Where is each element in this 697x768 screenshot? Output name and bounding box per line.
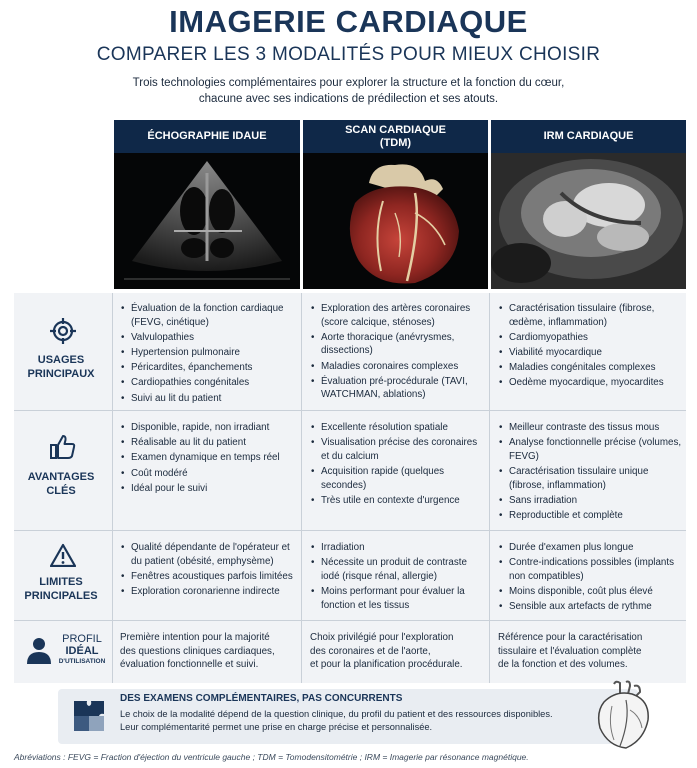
list-item: • Visualisation précise des coronaires et du calcium bbox=[321, 436, 484, 463]
list-item: • Analyse fonctionnelle précise (volumes, FEVG) bbox=[509, 436, 682, 463]
list-item: • Maladies coronaires complexes bbox=[321, 360, 484, 374]
list-item: • Oedème myocardique, myocardites bbox=[509, 376, 682, 390]
page-title: IMAGERIE CARDIAQUE bbox=[169, 4, 528, 39]
row-label-limites bbox=[14, 575, 108, 603]
footnote: Abréviations : FEVG = Fraction d'éjection du ventricule gauche ; TDM = Tomodensitométrie ; IRM = Imagerie par résonance magnétique. bbox=[14, 752, 529, 762]
row-divider bbox=[14, 410, 686, 411]
list-item: • Irradiation bbox=[321, 541, 484, 555]
row-label-usages bbox=[14, 353, 108, 381]
page-subtitle: COMPARER LES 3 MODALITÉS POUR MIEUX CHOISIR bbox=[96, 44, 601, 65]
box-text-line: Le choix de la modalité dépend de la question clinique, du profil du patient et des ressources disponibles. bbox=[120, 709, 553, 719]
row-label-line: AVANTAGES bbox=[27, 471, 95, 483]
list-item: • Disponible, rapide, non irradiant bbox=[131, 421, 296, 435]
list-item: • Reproductible et complète bbox=[509, 509, 682, 523]
column-title-ct-line1: SCAN CARDIAQUE bbox=[345, 123, 446, 136]
list-item: • Viabilité myocardique bbox=[509, 346, 682, 360]
column-divider bbox=[489, 293, 490, 683]
list-item: • Cardiopathies congénitales bbox=[131, 376, 296, 390]
list-item: • Contre-indications possibles (implants non compatibles) bbox=[509, 556, 682, 583]
text-line: de la fonction et des volumes. bbox=[498, 659, 628, 671]
list-item: • Coût modéré bbox=[131, 467, 296, 481]
cell-profil-mri bbox=[498, 631, 682, 672]
list-item: • Évaluation de la fonction cardiaque (FEVG, cinétique) bbox=[131, 302, 296, 329]
list-item: • Maladies congénitales complexes bbox=[509, 361, 682, 375]
list-item: • Fenêtres acoustiques parfois limitées bbox=[131, 570, 296, 584]
intro-text bbox=[90, 75, 607, 107]
text-line: et pour la planification procédurale. bbox=[310, 659, 463, 671]
cell-limites-echo bbox=[120, 541, 296, 600]
target-icon bbox=[50, 318, 76, 349]
cell-limites-ct bbox=[310, 541, 484, 614]
row-label-line: USAGES bbox=[37, 354, 85, 366]
box-text-line: Leur complémentarité permet une prise en charge précise et personnalisée. bbox=[120, 722, 433, 732]
cell-usages-ct bbox=[310, 302, 484, 404]
list-item: • Réalisable au lit du patient bbox=[131, 436, 296, 450]
list-item: • Exploration coronarienne indirecte bbox=[131, 585, 296, 599]
column-header-ct bbox=[303, 120, 488, 153]
text-line: Choix privilégié pour l'exploration bbox=[310, 632, 454, 643]
anatomical-heart-illustration bbox=[590, 680, 654, 757]
list-item: • Qualité dépendante de l'opérateur et du patient (obésité, emphysème) bbox=[131, 541, 296, 568]
list-item: • Évaluation pré-procédurale (TAVI, WATCHMAN, ablations) bbox=[321, 375, 484, 402]
list-item: • Péricardites, épanchements bbox=[131, 361, 296, 375]
column-divider bbox=[112, 293, 113, 683]
column-title-ct-line2: (TDM) bbox=[379, 136, 412, 149]
box-text bbox=[120, 708, 590, 734]
list-item: • Durée d'examen plus longue bbox=[509, 541, 682, 555]
row-label-line: D'UTILISATION bbox=[58, 658, 106, 665]
complementary-exams-box bbox=[58, 689, 638, 744]
list-item: • Nécessite un produit de contraste iodé (risque rénal, allergie) bbox=[321, 556, 484, 583]
list-item: • Cardiomyopathies bbox=[509, 331, 682, 345]
row-label-line: LIMITES bbox=[39, 576, 83, 588]
list-item: • Hypertension pulmonaire bbox=[131, 346, 296, 360]
puzzle-icon bbox=[72, 699, 108, 740]
row-label-line: IDÉAL bbox=[65, 645, 99, 657]
row-divider bbox=[14, 530, 686, 531]
row-label-profil bbox=[56, 633, 108, 666]
list-item: • Valvulopathies bbox=[131, 331, 296, 345]
list-item: • Excellente résolution spatiale bbox=[321, 421, 484, 435]
list-item: • Exploration des artères coronaires (score calcique, sténoses) bbox=[321, 302, 484, 329]
list-item: • Aorte thoracique (anévrysmes, dissections) bbox=[321, 331, 484, 358]
list-item: • Sensible aux artefacts de rythme bbox=[509, 600, 682, 614]
list-item: • Examen dynamique en temps réel bbox=[131, 451, 296, 465]
ct-heart-3d-image bbox=[303, 153, 488, 289]
thumbs-up-icon bbox=[50, 434, 76, 465]
row-label-line: PRINCIPALES bbox=[24, 590, 98, 602]
row-divider bbox=[14, 620, 686, 621]
list-item: • Moins performant pour évaluer la fonction et les tissus bbox=[321, 585, 484, 612]
cell-avantages-echo bbox=[120, 421, 296, 497]
text-line: Référence pour la caractérisation bbox=[498, 632, 643, 643]
row-label-line: PROFIL bbox=[62, 633, 102, 645]
cell-profil-echo bbox=[120, 631, 296, 672]
cell-avantages-ct bbox=[310, 421, 484, 509]
column-header-echo bbox=[114, 120, 300, 153]
text-line: évaluation fonctionnelle et suivi. bbox=[120, 659, 259, 671]
cardiac-mri-image bbox=[491, 153, 686, 289]
user-profile-icon bbox=[26, 636, 52, 669]
list-item: • Sans irradiation bbox=[509, 494, 682, 508]
cell-avantages-mri bbox=[498, 421, 682, 524]
cell-usages-echo bbox=[120, 302, 296, 407]
list-item: • Très utile en contexte d'urgence bbox=[321, 494, 484, 508]
list-item: • Idéal pour le suivi bbox=[131, 482, 296, 496]
text-line: des coronaires et de l'aorte, bbox=[310, 645, 431, 657]
intro-line-2: chacune avec ses indications de prédilection et ses atouts. bbox=[198, 93, 499, 105]
list-item: • Suivi au lit du patient bbox=[131, 392, 296, 406]
box-title: DES EXAMENS COMPLÉMENTAIRES, PAS CONCURRENTS bbox=[120, 693, 403, 704]
cell-profil-ct bbox=[310, 631, 484, 672]
cell-usages-mri bbox=[498, 302, 682, 392]
column-header-mri bbox=[491, 120, 686, 153]
list-item: • Caractérisation tissulaire (fibrose, œdème, inflammation) bbox=[509, 302, 682, 329]
list-item: • Moins disponible, coût plus élevé bbox=[509, 585, 682, 599]
row-label-line: CLÉS bbox=[46, 485, 76, 497]
echocardiogram-image bbox=[114, 153, 300, 289]
row-label-avantages bbox=[14, 470, 108, 498]
list-item: • Acquisition rapide (quelques secondes) bbox=[321, 465, 484, 492]
warning-icon bbox=[50, 543, 76, 572]
row-label-line: PRINCIPAUX bbox=[27, 368, 95, 380]
text-line: des questions cliniques cardiaques, bbox=[120, 645, 275, 657]
column-title-echo: ÉCHOGRAPHIE IDAUE bbox=[147, 130, 267, 142]
intro-line-1: Trois technologies complémentaires pour explorer la structure et la fonction du cœur, bbox=[132, 77, 565, 89]
cell-limites-mri bbox=[498, 541, 682, 615]
list-item: • Caractérisation tissulaire unique (fibrose, inflammation) bbox=[509, 465, 682, 492]
column-title-mri: IRM CARDIAQUE bbox=[543, 130, 634, 142]
list-item: • Meilleur contraste des tissus mous bbox=[509, 421, 682, 435]
text-line: tissulaire et l'évaluation complète bbox=[498, 645, 642, 657]
text-line: Première intention pour la majorité bbox=[120, 632, 270, 643]
column-divider bbox=[301, 293, 302, 683]
